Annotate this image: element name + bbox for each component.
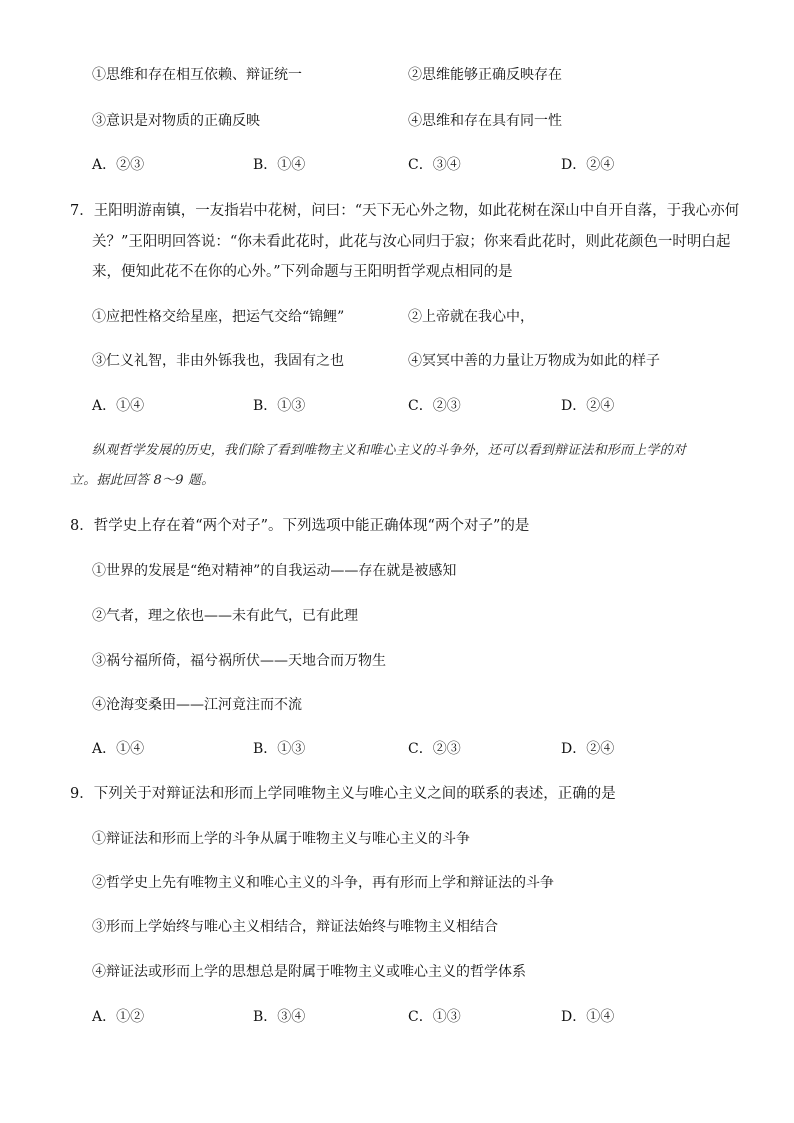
q9-statement-3: ③形而上学始终与唯心主义相结合，辩证法始终与唯物主义相结合	[92, 919, 498, 935]
q7-stem-line-1: 7．王阳明游南镇，一友指岩中花树，问曰：“天下无心外之物，如此花树在深山中自开自落，于我心亦何	[70, 203, 740, 219]
q8-statement-2: ②气者，理之依也——未有此气，已有此理	[92, 608, 358, 624]
q6-statement-2: ②思维能够正确反映存在	[408, 67, 562, 83]
q7-statement-2: ②上帝就在我心中，	[408, 309, 534, 325]
q7-choice-d: D．②④	[561, 398, 615, 414]
q6-statement-4: ④思维和存在具有同一性	[408, 113, 562, 129]
q7-stem-line-2: 关？”王阳明回答说：“你未看此花时，此花与汝心同归于寂；你来看此花时，则此花颜色一时明白起	[92, 234, 731, 250]
q6-statement-1: ①思维和存在相互依赖、辩证统一	[92, 67, 302, 83]
q7-statement-3: ③仁义礼智，非由外铄我也，我固有之也	[92, 353, 344, 369]
q7-statement-1: ①应把性格交给星座，把运气交给“锦鲤”	[92, 309, 345, 325]
q8-choice-a: A．①④	[92, 741, 145, 757]
q9-choice-d: D．①④	[561, 1009, 615, 1025]
q8-statement-4: ④沧海变桑田——江河竟注而不流	[92, 697, 302, 713]
intro-line-1: 纵观哲学发展的历史，我们除了看到唯物主义和唯心主义的斗争外，还可以看到辩证法和形而上学的对	[92, 443, 687, 458]
q8-choice-d: D．②④	[561, 741, 615, 757]
q7-choice-a: A．①④	[92, 398, 145, 414]
intro-line-2: 立。据此回答 8～9 题。	[70, 473, 215, 488]
q7-choice-b: B．①③	[253, 398, 306, 414]
q6-statement-3: ③意识是对物质的正确反映	[92, 113, 260, 129]
q7-choice-c: C．②③	[408, 398, 461, 414]
q9-choice-a: A．①②	[92, 1009, 145, 1025]
q9-statement-2: ②哲学史上先有唯物主义和唯心主义的斗争，再有形而上学和辩证法的斗争	[92, 875, 554, 891]
q8-statement-3: ③祸兮福所倚，福兮祸所伏——天地合而万物生	[92, 653, 386, 669]
q9-choice-b: B．③④	[253, 1009, 306, 1025]
q7-stem-line-3: 来，便知此花不在你的心外。”下列命题与王阳明哲学观点相同的是	[92, 264, 513, 280]
q8-stem: 8．哲学史上存在着“两个对子”。下列选项中能正确体现“两个对子”的是	[70, 518, 530, 534]
q6-choice-d: D．②④	[561, 157, 615, 173]
q6-choice-c: C．③④	[408, 157, 461, 173]
q8-choice-c: C．②③	[408, 741, 461, 757]
q9-stem: 9．下列关于对辩证法和形而上学同唯物主义与唯心主义之间的联系的表述，正确的是	[70, 786, 616, 802]
q9-statement-4: ④辩证法或形而上学的思想总是附属于唯物主义或唯心主义的哲学体系	[92, 964, 526, 980]
q9-choice-c: C．①③	[408, 1009, 461, 1025]
q6-choice-b: B．①④	[253, 157, 306, 173]
q7-statement-4: ④冥冥中善的力量让万物成为如此的样子	[408, 353, 660, 369]
q8-choice-b: B．①③	[253, 741, 306, 757]
q8-statement-1: ①世界的发展是“绝对精神”的自我运动——存在就是被感知	[92, 563, 457, 579]
q6-choice-a: A．②③	[92, 157, 145, 173]
q9-statement-1: ①辩证法和形而上学的斗争从属于唯物主义与唯心主义的斗争	[92, 831, 470, 847]
